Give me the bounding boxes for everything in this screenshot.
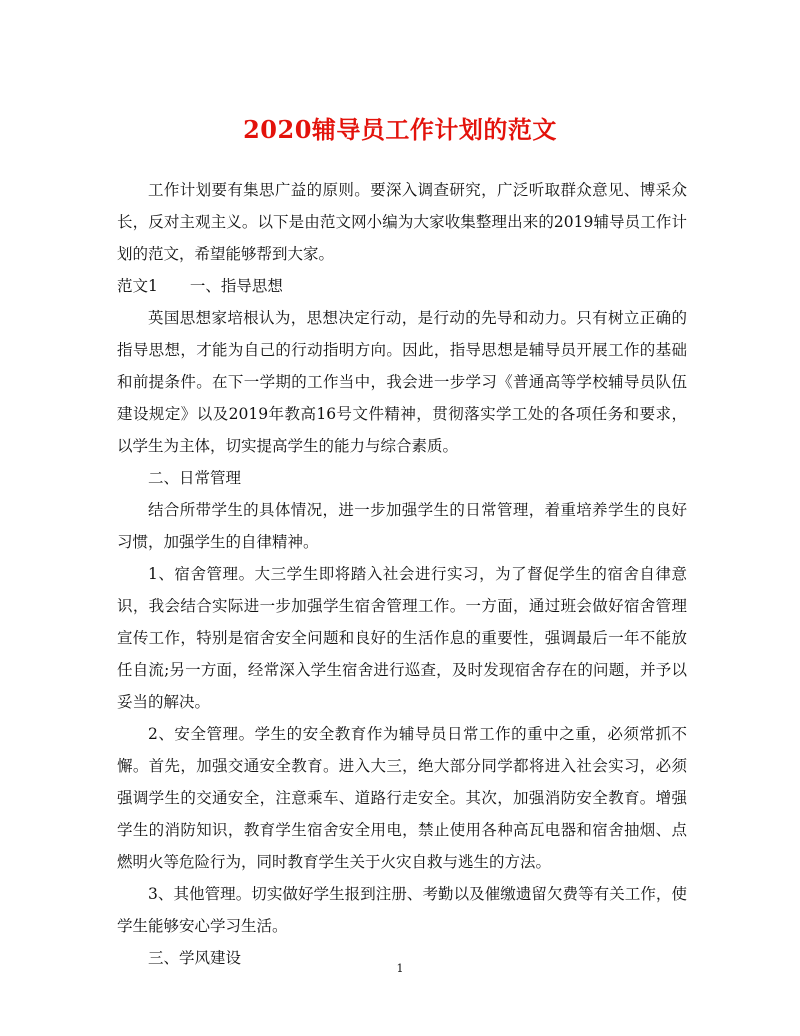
intro-paragraph: 工作计划要有集思广益的原则。要深入调查研究，广泛听取群众意见、博采众长，反对主观主义。以下是由范文网小编为大家收集整理出来的2019辅导员工作计划的范文，希望能够帮到大家。 [117, 181, 687, 263]
section1-heading: 一、指导思想 [189, 277, 283, 295]
document-title: 2020辅导员工作计划的范文 [243, 115, 557, 144]
item2-paragraph: 2、安全管理。学生的安全教育作为辅导员日常工作的重中之重，必须常抓不懈。首先，加强交通安全教育。进入大三，绝大部分同学都将进入社会实习，必须强调学生的交通安全，注意乘车、道路行走安全。其次，加强消防安全教育。增强学生的消防知识，教育学生宿舍安全用电，禁止使用各种高瓦电器和宿舍抽烟、点燃明火等危险行为，同时教育学生关于火灾自救与逃生的方法。 [117, 725, 687, 871]
item3-paragraph: 3、其他管理。切实做好学生报到注册、考勤以及催缴遗留欠费等有关工作，使学生能够安心学习生活。 [117, 885, 687, 935]
section3-heading: 三、学风建设 [148, 949, 242, 967]
document-body [117, 174, 687, 974]
section2-heading: 二、日常管理 [148, 469, 242, 487]
section1-paragraph: 英国思想家培根认为，思想决定行动，是行动的先导和动力。只有树立正确的指导思想，才能为自己的行动指明方向。因此，指导思想是辅导员开展工作的基础和前提条件。在下一学期的工作当中，我会进一步学习《普通高等学校辅导员队伍建设规定》以及2019年教高16号文件精神，贯彻落实学工处的各项任务和要求，以学生为主体，切实提高学生的能力与综合素质。 [117, 309, 687, 455]
sample-heading-line [117, 270, 687, 302]
page-number: 1 [396, 962, 404, 975]
section2-paragraph: 结合所带学生的具体情况，进一步加强学生的日常管理，着重培养学生的良好习惯，加强学生的自律精神。 [117, 501, 687, 551]
sample-label: 范文1 [117, 277, 158, 295]
item1-paragraph: 1、宿舍管理。大三学生即将踏入社会进行实习，为了督促学生的宿舍自律意识，我会结合实际进一步加强学生宿舍管理工作。一方面，通过班会做好宿舍管理宣传工作，特别是宿舍安全问题和良好的生活作息的重要性，强调最后一年不能放任自流;另一方面，经常深入学生宿舍进行巡查，及时发现宿舍存在的问题，并予以妥当的解决。 [117, 565, 687, 711]
